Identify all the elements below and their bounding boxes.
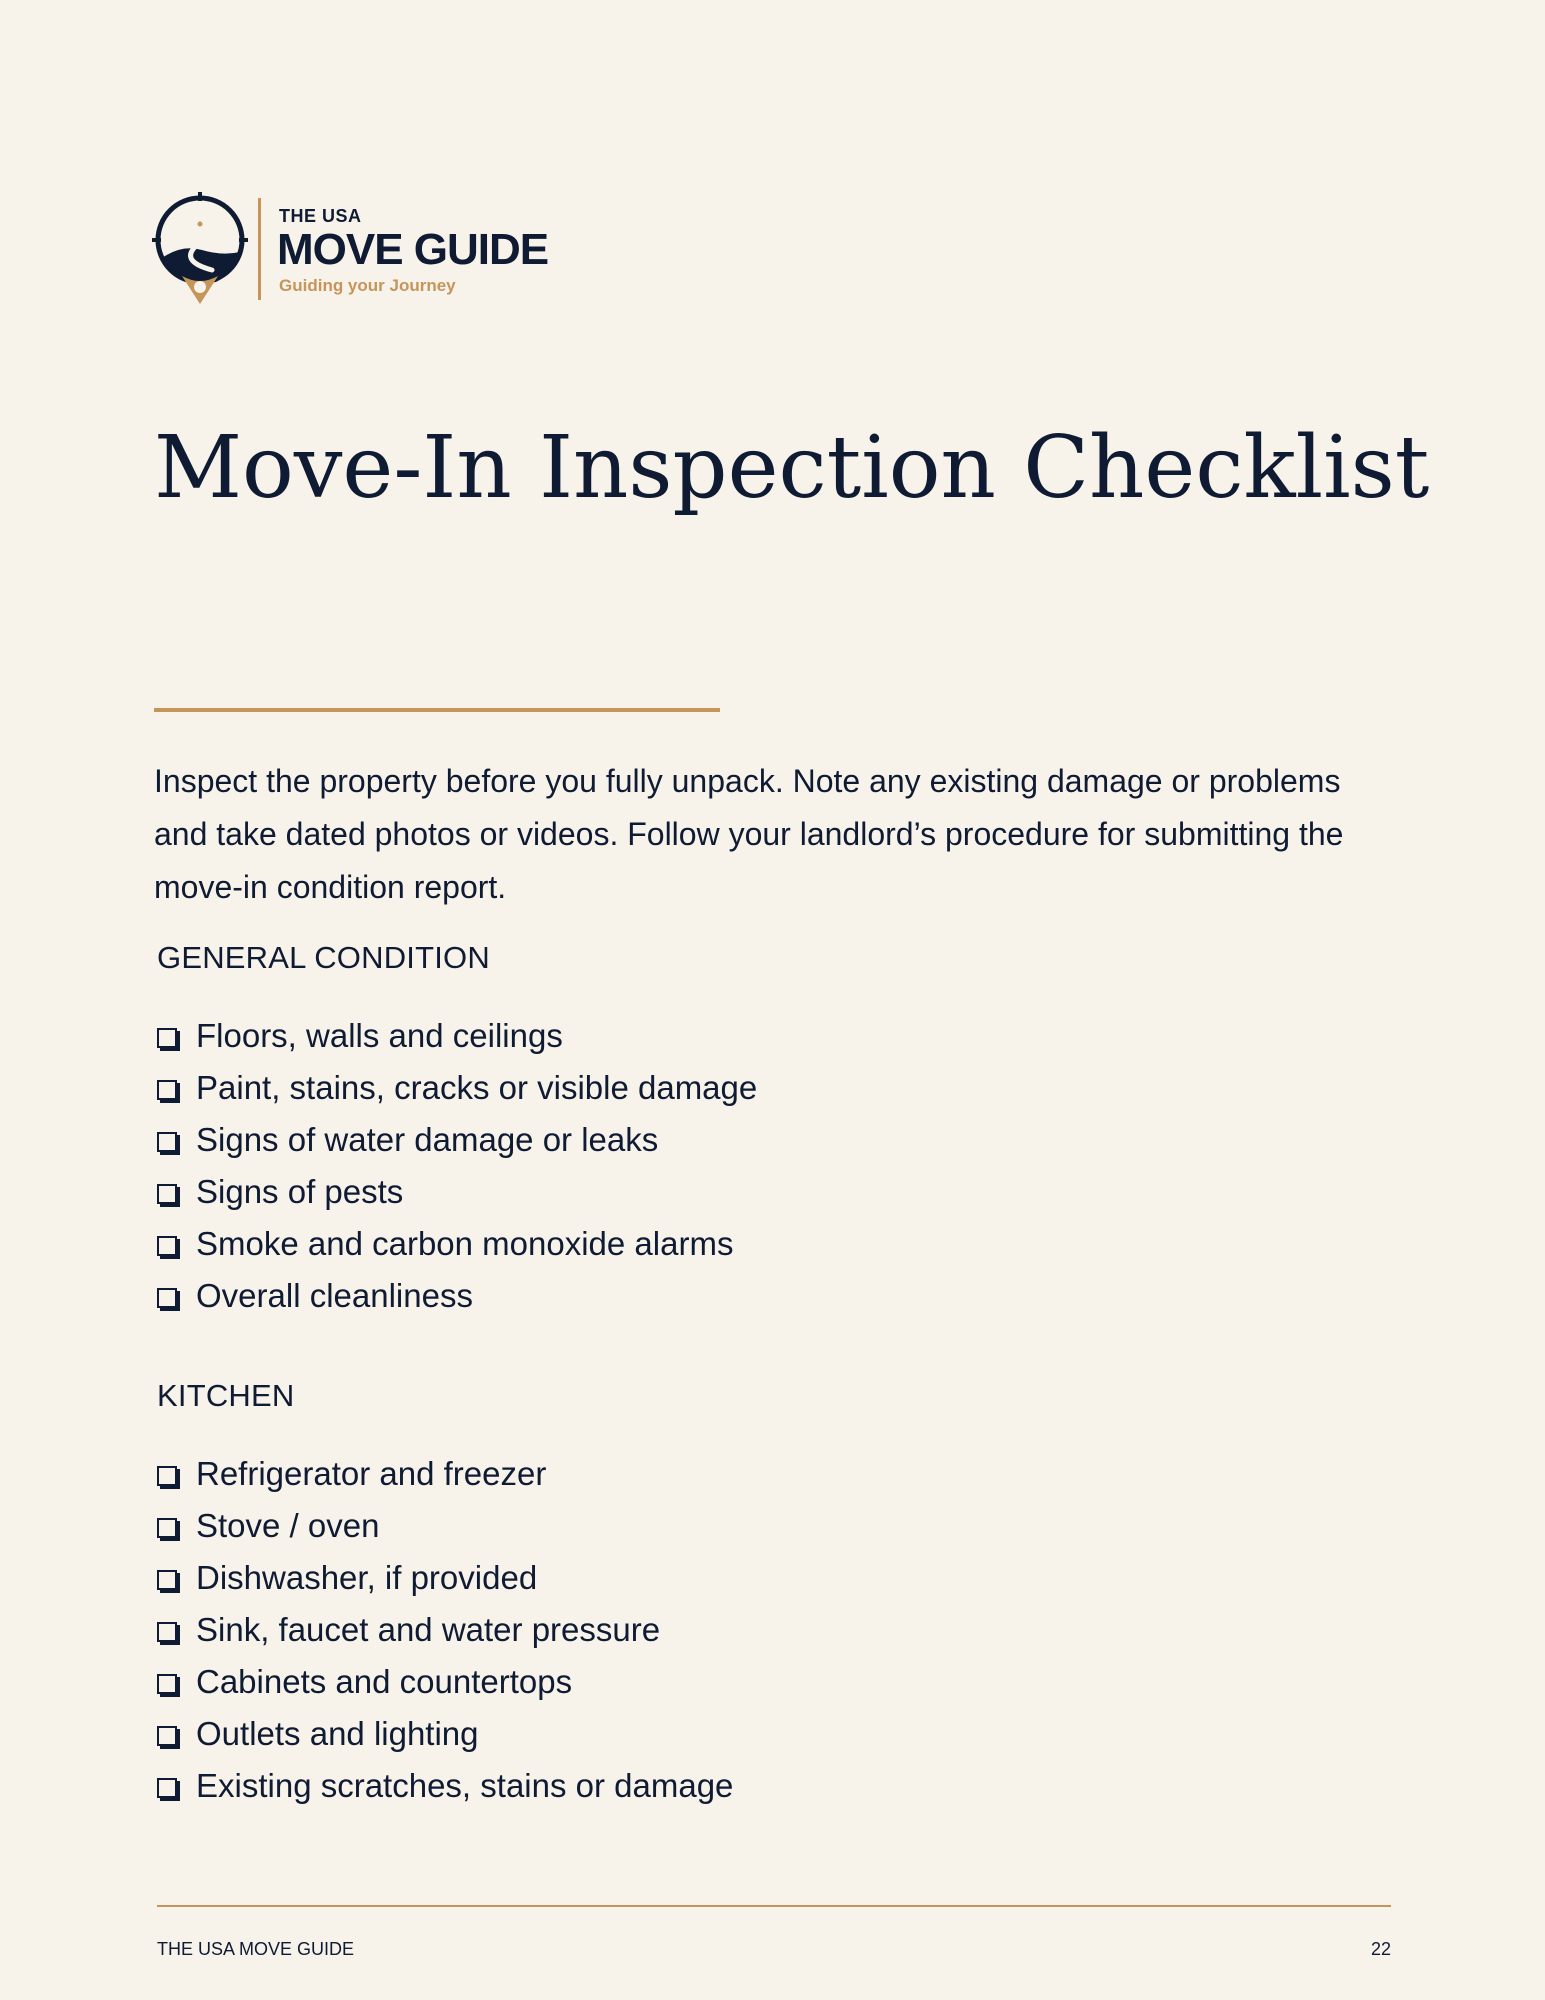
footer-brand: THE USA MOVE GUIDE [157, 1939, 355, 1959]
checkbox-icon[interactable] [157, 1466, 177, 1486]
checklist-item-label: Floors, walls and ceilings [196, 1017, 563, 1054]
checklist-item-label: Sink, faucet and water pressure [196, 1611, 661, 1648]
logo-line-1: THE USA [279, 206, 362, 226]
checkbox-icon[interactable] [157, 1570, 177, 1590]
checklist-item-label: Dishwasher, if provided [196, 1559, 538, 1596]
checklist-item[interactable] [157, 1062, 757, 1114]
checklist-item-label: Overall cleanliness [196, 1277, 473, 1314]
section-heading-kitchen: KITCHEN [157, 1378, 295, 1413]
page-title: Move-In Inspection Checklist [154, 418, 1430, 518]
checklist-item[interactable] [157, 1760, 733, 1812]
checklist-item[interactable] [157, 1500, 733, 1552]
checklist-item[interactable] [157, 1010, 757, 1062]
intro-paragraph: Inspect the property before you fully unpack. Note any existing damage or problems and take dated photos or videos. Follow your landlord’s procedure for submitting the move-in condition report. [154, 763, 1344, 905]
checklist-item[interactable] [157, 1114, 757, 1166]
checklist-item-label: Refrigerator and freezer [196, 1455, 547, 1492]
checkbox-icon[interactable] [157, 1726, 177, 1746]
checkbox-icon[interactable] [157, 1028, 177, 1048]
checkbox-icon[interactable] [157, 1288, 177, 1308]
brand-logo [152, 192, 572, 312]
checklist-item[interactable] [157, 1604, 733, 1656]
checklist-item[interactable] [157, 1218, 757, 1270]
checklist-item[interactable] [157, 1270, 757, 1322]
checkbox-icon[interactable] [157, 1080, 177, 1100]
checklist-item[interactable] [157, 1656, 733, 1708]
logo-tagline: Guiding your Journey [279, 276, 456, 295]
title-divider [154, 708, 720, 712]
checkbox-icon[interactable] [157, 1132, 177, 1152]
checkbox-icon[interactable] [157, 1236, 177, 1256]
checkbox-icon[interactable] [157, 1674, 177, 1694]
checkbox-icon[interactable] [157, 1622, 177, 1642]
checklist-item[interactable] [157, 1552, 733, 1604]
checklist-item-label: Existing scratches, stains or damage [196, 1767, 734, 1804]
checkbox-icon[interactable] [157, 1184, 177, 1204]
section-heading-general-condition: GENERAL CONDITION [157, 940, 490, 975]
checklist-item-label: Paint, stains, cracks or visible damage [196, 1069, 758, 1106]
footer-divider [157, 1905, 1391, 1907]
checklist-item-label: Cabinets and countertops [196, 1663, 573, 1700]
checklist-general-condition [157, 1010, 757, 1322]
checklist-item[interactable] [157, 1166, 757, 1218]
checklist-item[interactable] [157, 1448, 733, 1500]
checklist-item-label: Smoke and carbon monoxide alarms [196, 1225, 734, 1262]
checklist-item-label: Signs of water damage or leaks [196, 1121, 659, 1158]
checklist-item[interactable] [157, 1708, 733, 1760]
checklist-kitchen [157, 1448, 733, 1812]
checkbox-icon[interactable] [157, 1778, 177, 1798]
logo-line-2: MOVE GUIDE [277, 225, 549, 274]
compass-pin-road-icon [152, 192, 272, 312]
checkbox-icon[interactable] [157, 1518, 177, 1538]
page-number: 22 [1370, 1939, 1391, 1959]
checklist-item-label: Signs of pests [196, 1173, 404, 1210]
checklist-item-label: Outlets and lighting [196, 1715, 479, 1752]
checklist-item-label: Stove / oven [196, 1507, 380, 1544]
